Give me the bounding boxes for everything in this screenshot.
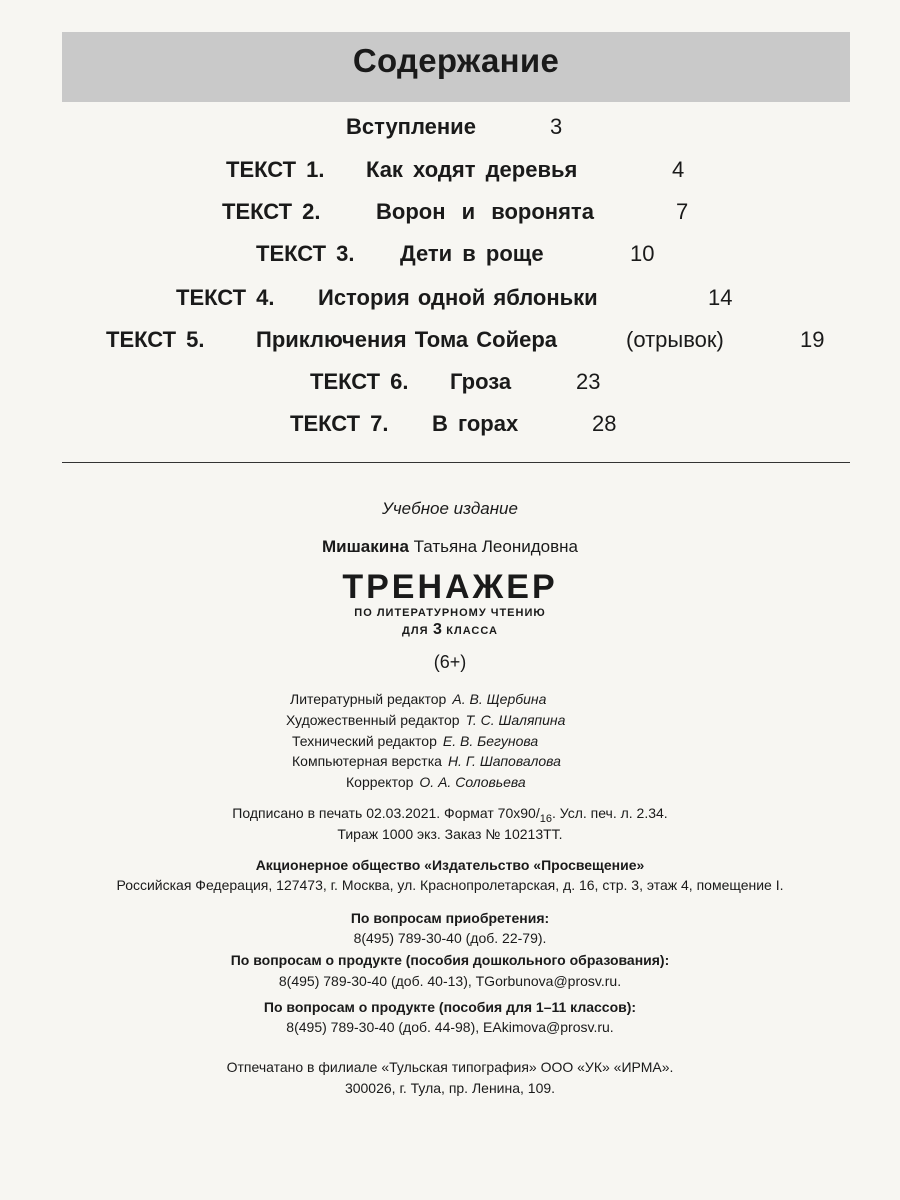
toc-page: 10: [630, 241, 655, 266]
print-info: Подписано в печать 02.03.2021. Формат $70x90/_{16}$. Усл. печ. л. 2.34.: [232, 805, 668, 825]
preschool-heading: По вопросам о продукте (пособия дошкольного образования):: [230, 952, 670, 968]
publisher-name: Акционерное общество «Издательство «Просвещение»: [255, 857, 645, 873]
toc-page: 3: [550, 114, 563, 139]
toc-entry-text-5: [0, 327, 900, 367]
book-grade: [0, 621, 900, 639]
publisher-address: Российская Федерация, 127473, г. Москва, ул. Краснопролетарская, д. 16, стр. 3, этаж 4, помещение I.: [116, 877, 784, 893]
toc-note: (отрывок): [626, 327, 724, 352]
preschool-contact: 8(495) 789-30-40 (доб. 40-13), TGorbunova@prosv.ru.: [278, 973, 622, 989]
toc-label: ТЕКСТ 6.: [310, 369, 409, 394]
credit-role: Литературный редактор: [290, 691, 447, 707]
print-run: Тираж 1000 экз. Заказ № 10213ТТ.: [337, 826, 563, 842]
toc-entry-text-7: [0, 411, 900, 451]
printer-line: Отпечатано в филиале «Тульская типография» ООО «УК» «ИРМА».: [226, 1059, 674, 1075]
divider: [62, 462, 850, 463]
toc-entry-intro: [0, 114, 900, 154]
credit-name: Е. В. Бегунова: [442, 733, 539, 749]
credit-role: Компьютерная верстка: [292, 753, 442, 769]
grade-number: 3: [432, 621, 442, 638]
grade-prefix: ДЛЯ: [402, 625, 429, 637]
credit-name: Т. С. Шаляпина: [465, 712, 566, 728]
toc-title: Приключения Тома Сойера: [256, 327, 558, 352]
edition-type: Учебное издание: [382, 499, 518, 518]
toc-entry-text-1: [0, 157, 900, 197]
grade-suffix: КЛАССА: [446, 625, 498, 637]
credit-line: [292, 753, 561, 769]
school-contact: 8(495) 789-30-40 (доб. 44-98), EAkimova@prosv.ru.: [286, 1019, 614, 1035]
toc-title: История одной яблоньки: [318, 285, 598, 310]
toc-title: Дети в роще: [400, 241, 544, 266]
toc-title: Как ходят деревья: [366, 157, 578, 182]
toc-entry-text-6: [0, 369, 900, 409]
credit-line: [346, 774, 526, 790]
toc-title: Вступление: [346, 114, 476, 139]
toc-label: ТЕКСТ 1.: [226, 157, 325, 182]
purchase-contact: 8(495) 789-30-40 (доб. 22-79).: [353, 930, 547, 946]
toc-entry-text-3: [0, 241, 900, 281]
toc-label: ТЕКСТ 3.: [256, 241, 355, 266]
toc-title: В горах: [432, 411, 519, 436]
toc-entry-text-4: [0, 285, 900, 325]
credit-line: [290, 691, 546, 707]
credit-line: [292, 733, 538, 749]
age-rating: (6+): [433, 652, 467, 672]
book-subtitle: ПО ЛИТЕРАТУРНОМУ ЧТЕНИЮ: [354, 607, 546, 619]
page-title: Содержание: [352, 42, 560, 79]
credit-role: Технический редактор: [292, 733, 437, 749]
school-heading: По вопросам о продукте (пособия для 1–11 классов):: [263, 999, 637, 1015]
credit-role: Художественный редактор: [286, 712, 460, 728]
toc-entry-text-2: [0, 199, 900, 239]
purchase-heading: По вопросам приобретения:: [350, 910, 550, 926]
printer-address: 300026, г. Тула, пр. Ленина, 109.: [344, 1080, 556, 1096]
toc-page: 7: [676, 199, 689, 224]
toc-page: 28: [592, 411, 617, 436]
format-subscript: 16: [539, 813, 552, 825]
toc-page: 19: [800, 327, 825, 352]
toc-page: 23: [576, 369, 601, 394]
toc-label: ТЕКСТ 4.: [176, 285, 275, 310]
author: [0, 537, 900, 557]
credit-name: О. А. Соловьева: [419, 774, 526, 790]
credit-name: Н. Г. Шаповалова: [447, 753, 561, 769]
book-title: ТРЕНАЖЕР: [342, 568, 558, 606]
credit-role: Корректор: [346, 774, 414, 790]
credit-name: А. В. Щербина: [452, 691, 547, 707]
toc-title: Ворон и воронята: [376, 199, 594, 224]
toc-page: 4: [672, 157, 685, 182]
toc-label: ТЕКСТ 7.: [290, 411, 389, 436]
author-surname: Мишакина: [322, 537, 409, 556]
author-name: Татьяна Леонидовна: [413, 537, 578, 556]
toc-title: Гроза: [450, 369, 512, 394]
credit-line: [286, 712, 565, 728]
toc-page: 14: [708, 285, 733, 310]
toc-label: ТЕКСТ 2.: [222, 199, 321, 224]
toc-label: ТЕКСТ 5.: [106, 327, 205, 352]
